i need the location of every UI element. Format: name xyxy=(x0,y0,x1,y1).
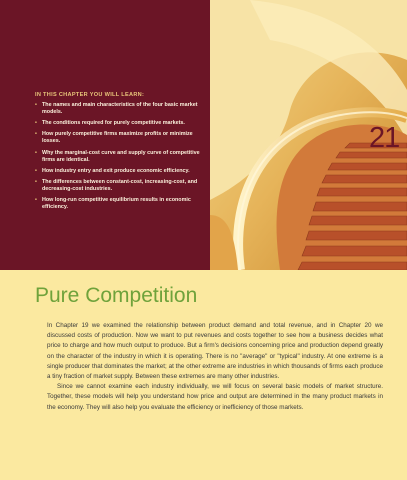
intro-paragraph: Since we cannot examine each industry individually, we will focus on several basic models of market structure. Together, these models will help you understand how price and output are determined in the many product markets in the economy. They will also help you evaluate the efficiency or inefficiency of those markets. xyxy=(47,383,383,411)
learning-objectives-heading: IN THIS CHAPTER YOU WILL LEARN: xyxy=(35,92,145,98)
objective-item: • How long-run competitive equilibrium results in economic efficiency. xyxy=(35,197,205,211)
objective-item: • How industry entry and exit produce economic efficiency. xyxy=(35,168,205,175)
objective-item: • The names and main characteristics of the four basic market models. xyxy=(35,102,205,116)
objective-item: • The conditions required for purely competitive markets. xyxy=(35,120,205,127)
learning-objectives xyxy=(35,92,205,215)
intro-paragraph: In Chapter 19 we examined the relationship between product demand and total revenue, and in Chapter 20 we discussed costs of production. Now we want to put revenues and costs together to see how a business decides what price to charge and how much output to produce. But a firm's decisions concerning price and production depend greatly on the character of the industry in which it is operating. There is no "average" or "typical" industry. At one extreme is a single producer that dominates the market; at the other extreme are industries in which thousands of firms each produce a tiny fraction of market supply. Between these extremes are many other industries. xyxy=(47,322,383,381)
objective-item: • Why the marginal-cost curve and supply curve of competitive firms are identical. xyxy=(35,150,205,164)
learning-objectives-list xyxy=(35,102,205,211)
objective-item: • How purely competitive firms maximize profits or minimize losses. xyxy=(35,131,205,145)
chapter-title: Pure Competition xyxy=(35,284,198,307)
chapter-number: 21 xyxy=(369,122,400,154)
objective-item: • The differences between constant-cost, increasing-cost, and decreasing-cost industries. xyxy=(35,179,205,193)
chapter-intro-text xyxy=(47,321,383,413)
